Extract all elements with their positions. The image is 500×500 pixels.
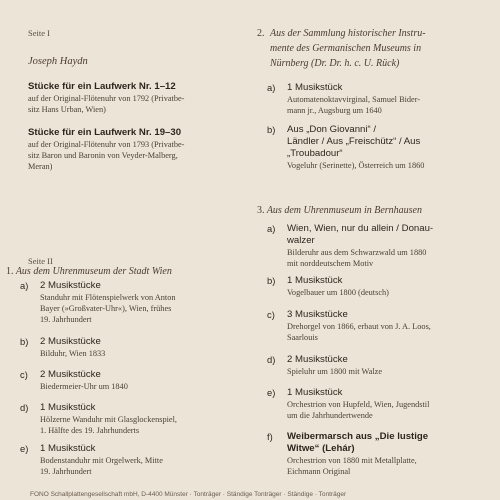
item-label: e) [267, 387, 276, 398]
item-desc-line: Bilderuhr aus dem Schwarzwald um 1880 [287, 248, 427, 257]
item-desc-line: Vogelbauer um 1800 (deutsch) [287, 288, 389, 297]
item-desc-line: Drehorgel von 1866, erbaut von J. A. Loos, [287, 322, 431, 331]
section-number: 2. [257, 28, 265, 39]
item-title: 1 Musikstück [287, 275, 343, 286]
work-1 [28, 81, 243, 115]
item-label: f) [267, 431, 273, 442]
item-desc-line: Spieluhr um 1800 mit Walze [287, 367, 383, 376]
item-label: a) [20, 280, 29, 291]
list-item [267, 431, 497, 477]
section-title: Aus dem Uhrenmuseum in Bernhausen [266, 205, 422, 216]
item-title-line: Ländler / Aus „Freischütz“ / Aus [287, 136, 421, 147]
item-desc-line: Eichmann Original [287, 467, 351, 477]
item-title-line: Weibermarsch aus „Die lustige [287, 431, 429, 442]
item-label: a) [267, 223, 276, 234]
item-title: 2 Musikstücke [40, 369, 101, 380]
item-desc-line: 1. Hälfte des 19. Jahrhunderts [40, 426, 140, 436]
list-item [20, 443, 242, 477]
item-title-line: Aus „Don Giovanni“ / [287, 124, 377, 135]
section-number: 3. [257, 205, 265, 216]
item-title: 1 Musikstück [40, 443, 96, 454]
list-item [20, 336, 242, 359]
item-desc-line: Bodenstanduhr mit Orgelwerk, Mitte [40, 456, 163, 465]
side-two-label: Seite II [28, 256, 53, 266]
work-desc-line: auf der Original-Flötenuhr von 1792 (Privatbe- [28, 94, 185, 103]
work-desc-line: sitz Baron und Baronin von Veyder-Malberg, [28, 151, 178, 161]
item-title: 1 Musikstück [287, 387, 343, 398]
list-item [267, 387, 497, 421]
publisher-footer: FONO Schallplattengesellschaft mbH, D-4400 Münster · Tonträger · Ständige Tonträger · Ständige · Tonträger [30, 491, 347, 498]
list-item [267, 124, 497, 171]
list-item [267, 275, 497, 298]
list-item [267, 82, 497, 116]
item-title-line: Wien, Wien, nur du allein / Donau- [287, 223, 434, 234]
work-desc-line: auf der Original-Flötenuhr von 1793 (Privatbe- [28, 140, 185, 149]
list-item [267, 223, 497, 269]
item-label: b) [267, 124, 276, 135]
list-item [20, 280, 242, 326]
item-title: 2 Musikstücke [40, 336, 101, 347]
section-number: 1. [6, 266, 14, 277]
item-title: 1 Musikstück [40, 402, 96, 413]
item-desc-line: 19. Jahrhundert [40, 467, 92, 477]
item-desc-line: Orchestrion von 1880 mit Metallplatte, [287, 456, 417, 465]
work-title: Stücke für ein Laufwerk Nr. 1–12 [28, 81, 176, 92]
item-label: d) [20, 402, 29, 413]
section-1-heading [6, 264, 244, 279]
list-item [267, 309, 497, 343]
list-item [20, 369, 242, 392]
item-desc-line: 19. Jahrhundert [40, 315, 92, 325]
item-title-line: walzer [287, 235, 315, 246]
item-title: 1 Musikstück [287, 82, 343, 93]
item-label: a) [267, 82, 276, 93]
work-desc-line: sitz Hans Urban, Wien) [28, 105, 106, 115]
section-2-heading [257, 26, 497, 71]
work-title: Stücke für ein Laufwerk Nr. 19–30 [28, 127, 182, 138]
item-title-line: Witwe“ (Lehár) [287, 443, 355, 454]
item-title: 3 Musikstücke [287, 309, 348, 320]
section-title: Aus dem Uhrenmuseum der Stadt Wien [15, 266, 172, 277]
item-label: c) [267, 309, 275, 320]
item-label: b) [20, 336, 29, 347]
section-title-line: mente des Germanischen Museums in [270, 43, 422, 54]
item-desc-line: Saarlouis [287, 333, 318, 343]
section-title-line: Nürnberg (Dr. Dr. h. c. U. Rück) [270, 58, 400, 69]
item-title: 2 Musikstücke [40, 280, 101, 291]
item-desc-line: Orchestrion von Hupfeld, Wien, Jugendstil [287, 400, 430, 409]
section-3-heading [257, 203, 497, 218]
work-desc-line: Meran) [28, 162, 53, 172]
item-label: c) [20, 369, 28, 380]
item-desc-line: mit norddeutschem Motiv [287, 259, 374, 269]
item-desc-line: Bilduhr, Wien 1833 [40, 349, 106, 358]
section-title-line: Aus der Sammlung historischer Instru- [270, 28, 426, 39]
item-desc-line: Vogeluhr (Serinette), Österreich um 1860 [287, 161, 425, 170]
work-2 [28, 127, 243, 173]
item-desc-line: Automatenoktavvirginal, Samuel Bider- [287, 95, 421, 104]
list-item [20, 402, 242, 436]
item-desc-line: Hölzerne Wanduhr mit Glasglockenspiel, [40, 415, 177, 424]
item-desc-line: Biedermeier-Uhr um 1840 [40, 382, 128, 391]
item-label: b) [267, 275, 276, 286]
item-title: 2 Musikstücke [287, 354, 348, 365]
list-item [267, 354, 497, 377]
item-desc-line: Standuhr mit Flötenspielwerk von Anton [40, 293, 176, 302]
item-label: e) [20, 443, 29, 454]
item-title-line: „Troubadour“ [287, 148, 343, 159]
side-one-label: Seite I [28, 28, 50, 38]
item-desc-line: um die Jahrhundertwende [287, 411, 373, 421]
item-label: d) [267, 354, 276, 365]
item-desc-line: Bayer (»Großvater-Uhr«), Wien, frühes [40, 304, 172, 314]
item-desc-line: mann jr., Augsburg um 1640 [287, 106, 382, 116]
composer-name: Joseph Haydn [28, 56, 88, 67]
